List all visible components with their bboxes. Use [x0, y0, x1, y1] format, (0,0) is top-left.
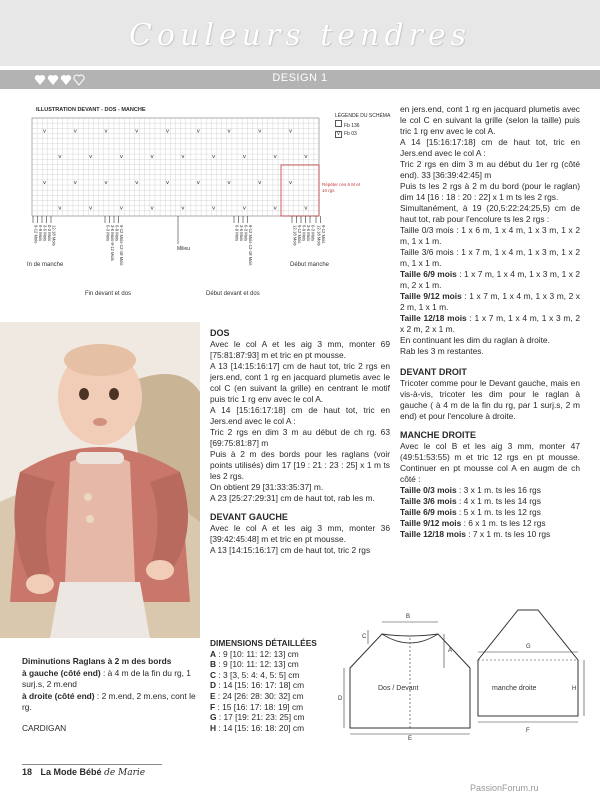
- chart-v-mark: v: [73, 128, 77, 135]
- chart-v-mark: v: [242, 205, 246, 212]
- size-tick-label: 3-6 Mois-9-12 Mois: [110, 225, 116, 261]
- size-tick-label: 6-9 Mois: [114, 225, 120, 242]
- chart-v-mark: v: [288, 128, 293, 135]
- chart-v-mark: v: [165, 128, 170, 135]
- size-tick-label: 0-3 Mois: [47, 225, 53, 242]
- chart-v-mark: v: [42, 179, 47, 186]
- raglans-section: Diminutions Raglans à 2 m des bords à gauche (côté end) : à 4 m de la fin du rg, 1 surj.s, 2 m.end à droite (côté end) : 2 m.end, 2 m.ens, cont le rg. CARDIGAN: [22, 656, 202, 734]
- chart-v-mark: v: [258, 128, 262, 135]
- label-f: F: [526, 728, 530, 734]
- dimension-row: G : 17 [19: 21: 23: 25] cm: [210, 712, 305, 723]
- size-tick-label: 6-9 Mois: [38, 225, 44, 242]
- repeat-note-2: 10 rgs: [322, 188, 335, 193]
- label-c: C: [362, 634, 367, 640]
- chart-v-mark: v: [135, 179, 139, 186]
- sleeve-label: manche droite: [492, 685, 537, 692]
- magazine-brand: de Marie: [104, 768, 146, 778]
- dimension-row: D : 14 [15: 16: 17: 18] cm: [210, 680, 305, 691]
- schematics: [340, 600, 580, 740]
- chart-v-mark: v: [165, 179, 170, 186]
- chart-v-mark: v: [181, 154, 185, 161]
- size-tick-label: 12-18 Mois: [51, 225, 57, 246]
- footer: [22, 767, 145, 778]
- chart-v-mark: v: [227, 128, 231, 135]
- chart-v-mark: v: [258, 179, 262, 186]
- label-a: A: [448, 648, 453, 654]
- chart-v-mark: v: [242, 154, 246, 161]
- size-tick-label: 9-12 Mois-12-18 Mois: [248, 225, 254, 266]
- legend-item-2: v Fb 03: [335, 130, 390, 138]
- size-tick-label: 0-3 Mois: [105, 225, 111, 242]
- repeat-note-1: Répéter ces 6 M et: [322, 182, 361, 187]
- size-tick-label: 9-12 Mois: [297, 225, 303, 244]
- dimension-row: C : 3 [3, 5: 4: 4, 5: 5] cm: [210, 669, 300, 680]
- footer-line: [22, 764, 162, 765]
- chart-v-mark: v: [150, 154, 154, 161]
- chart-v-mark: v: [88, 154, 93, 161]
- page-title: Couleurs tendres: [128, 18, 472, 53]
- manche-droite-title: MANCHE DROITE: [400, 430, 476, 440]
- legend-item-1: Fb 136: [335, 120, 390, 130]
- legend-title: LÉGENDE DU SCHÉMA: [335, 113, 391, 119]
- label-e: E: [408, 736, 413, 742]
- fin-devant-label: Fin devant et dos: [85, 291, 132, 297]
- devant-gauche-title: DEVANT GAUCHE: [210, 512, 288, 522]
- chart-v-mark: v: [119, 205, 123, 212]
- dimension-row: F : 15 [16: 17: 18: 19] cm: [210, 701, 304, 712]
- right-lower-text: DEVANT DROIT Tricoter comme pour le Devant gauche, mais en vis-à-vis, tricoter les dim pour le raglan à gauche ( à 4 m de la fin du rg, par 1 surj.s, 2 m end) et pour l'encolure à droite. MANCHE DROITE Avec le col B et les aig 3 mm, monter 47 (49:51:53:55) m et tric 12 rgs en pt mousse. Continuer en pt mousse col A en augm de ch côté : Taille 0/3 mois : 3 x 1 m. ts les 16 rgs Taille 3/6 mois : 4 x 1 m. ts les 14 rgs Taille 6/9 mois : 5 x 1 m. ts les 12 rgs Taille 9/12 mois : 6 x 1 m. ts les 12 rgs Taille 12/18 mois : 7 x 1 m. ts les 10 rgs: [400, 367, 580, 539]
- label-d: D: [338, 696, 343, 702]
- chart-v-mark: v: [104, 128, 108, 135]
- page-number: 18: [22, 767, 33, 777]
- chart-v-mark: v: [273, 154, 277, 161]
- size-tick-label: 3-6 Mois: [239, 225, 245, 242]
- chart-v-mark: v: [58, 154, 62, 161]
- size-tick-label: 12-18 Mois: [316, 225, 322, 246]
- chart-v-mark: v: [273, 205, 277, 212]
- size-tick-label: 6-9 Mois: [301, 225, 307, 242]
- chart-v-mark: v: [181, 205, 185, 212]
- chart-v-mark: v: [150, 205, 154, 212]
- label-b: B: [406, 614, 411, 620]
- chart-v-mark: v: [135, 128, 139, 135]
- chart-size-ticks: [33, 216, 326, 266]
- chart-title: ILLUSTRATION DEVANT - DOS - MANCHE: [36, 107, 146, 113]
- dos-section: DOS Avec le col A et les aig 3 mm, monter 69 [75:81:87:93] m et tric en pt mousse. A 13 [14:15:16:17] cm de haut tot, tric 2 rgs en jers.end, cont 1 rg en jacquard plumetis avec le col C (en suivant la grille) en centrant le motif puis tric 1 rg env avec le col A. A 14 [15:16:17:18] cm de haut tot, tric en Jers.end avec le col A : Tric 2 rgs en dim 3 m au début de ch rg. 63 [69:75:81:87] m Puis à 2 m des bords pour les raglans (voir points utilisés) dim 17 [19 : 21 : 23 : 25] x 1 m ts les 2 rgs. On obtient 29 [31:33:35:37] m. A 23 [25:27:29:31] cm de haut tot, rab les m. DEVANT GAUCHE Avec le col A et les aig 3 mm, monter 36 [39:42:45:48] m et tric en pt mousse. A 13 [14:15:16:17] cm de haut tot, tric 2 rgs: [210, 328, 390, 555]
- body-label: Dos / Devant: [378, 685, 419, 692]
- devant-droit-title: DEVANT DROIT: [400, 367, 467, 377]
- label-h: H: [572, 686, 577, 692]
- right-column-text: en jers.end, cont 1 rg en jacquard plumetis avec le col C en suivant la grille (selon la taille) puis tric 1 rg env avec le col A. A 14 [15:16:17:18] cm de haut tot, tric en Jers.end avec le col A : Tric 2 rgs en dim 3 m au début du 1er rg (côté end). 33 [36:39:42:45] m Puis ts les 2 rgs à 2 m du bord (pour le raglan) dim 14 [16 : 18 : 20 : 22] x 1 m ts les 2 rgs. Simultanément, à 19 (20,5:22:24:25,5) cm de haut tot, rab pour l'encolure ts les 2 rgs : Taille 0/3 mois : 1 x 6 m, 1 x 4 m, 1 x 3 m, 1 x 2 m, 1 x 1 m. Taille 3/6 mois : 1 x 7 m, 1 x 4 m, 1 x 3 m, 1 x 2 m, 1 x 1 m. Taille 6/9 mois : 1 x 7 m, 1 x 4 m, 1 x 3 m, 1 x 2 m, 2 x 1 m. Taille 9/12 mois : 1 x 7 m, 1 x 4 m, 1 x 3 m, 2 x 2 m, 1 x 1 m. Taille 12/18 mois : 1 x 7 m, 1 x 4 m, 1 x 3 m, 2 x 2 m, 2 x 1 m. En continuant les dim du raglan à droite. Rab les 3 m restantes.: [400, 104, 581, 356]
- chart-v-mark: v: [211, 154, 216, 161]
- size-tick-label: 12-18 Mois: [292, 225, 298, 246]
- dimension-row: E : 24 [26: 28: 30: 32] cm: [210, 690, 304, 701]
- size-tick-label: 9-12 Mois-12-18 Mois: [119, 225, 125, 266]
- chart-v-mark: v: [196, 128, 200, 135]
- chart-v-mark: v: [211, 205, 216, 212]
- size-tick-label: 9-12 Mois: [321, 225, 327, 244]
- repeat-box: [281, 165, 319, 216]
- design-label: DESIGN 1: [272, 72, 328, 84]
- chart-v-mark: v: [73, 179, 77, 186]
- debut-manche-label: Début manche: [290, 262, 330, 268]
- cardigan-title: CARDIGAN: [22, 722, 67, 733]
- chart-v-mark: v: [196, 179, 200, 186]
- chart-v-mark: v: [104, 179, 108, 186]
- chart-v-mark: v: [304, 205, 308, 212]
- dimension-row: B : 9 [10: 11: 12: 13] cm: [210, 659, 299, 670]
- watermark: PassionForum.ru: [470, 783, 539, 793]
- dos-title: DOS: [210, 328, 230, 338]
- dimension-row: A : 9 [10: 11: 12: 13] cm: [210, 648, 299, 659]
- size-tick-label: 3-6 Mois: [306, 225, 312, 242]
- chart-v-mark: v: [119, 154, 123, 161]
- chart-v-mark: v: [288, 179, 293, 186]
- size-tick-label: 0-3 Mois: [243, 225, 249, 242]
- debut-devant-label: Début devant et dos: [206, 291, 260, 297]
- chart-v-mark: v: [88, 205, 93, 212]
- milieu-label: Milieu: [177, 246, 191, 252]
- chart-v-mark: v: [42, 128, 47, 135]
- size-tick-label: 3-6 Mois: [42, 225, 48, 242]
- baby-photo: [0, 322, 200, 638]
- size-tick-label: 9-12 Mois: [33, 225, 39, 244]
- size-tick-label: 0-3 Mois: [310, 225, 316, 242]
- in-manche-label: In de manche: [27, 262, 64, 268]
- label-g: G: [526, 644, 531, 650]
- chart-v-mark: v: [304, 154, 308, 161]
- sleeve-schematic: [478, 610, 584, 722]
- chart-v-mark: v: [227, 179, 231, 186]
- magazine-name: La Mode Bébé: [40, 767, 102, 777]
- size-tick-label: 6-9 Mois: [234, 225, 240, 242]
- chart-v-mark: v: [58, 205, 62, 212]
- dimensions-title: DIMENSIONS DÉTAILLÉES: [210, 638, 317, 648]
- dimension-row: H : 14 [15: 16: 18: 20] cm: [210, 722, 305, 733]
